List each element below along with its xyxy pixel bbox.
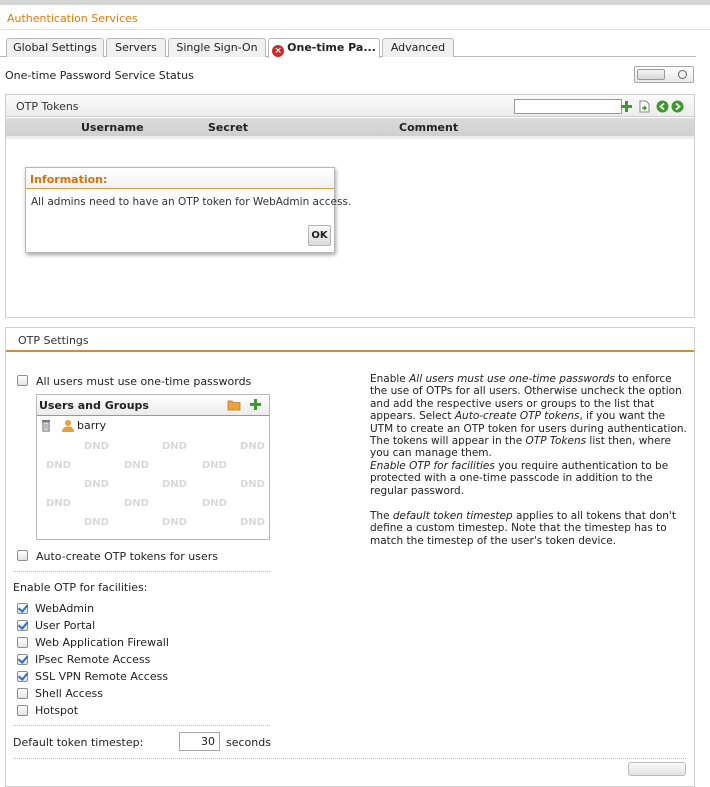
facility-checkbox[interactable] [17,671,28,682]
dnd-watermark: DND [46,460,71,471]
dialog-title: Information: [30,173,108,186]
otp-tokens-search-input[interactable] [514,99,622,114]
help-text-run: Enable OTP for facilities [370,460,495,472]
help-text-run: list then, where you can manage them. [370,435,671,460]
facility-label: WebAdmin [35,602,95,615]
facility-label: Web Application Firewall [35,636,169,649]
dnd-watermark: DND [240,479,265,490]
help-text-run: The [370,510,393,522]
tab-servers[interactable] [106,38,166,57]
facility-checkbox[interactable] [17,603,28,614]
help-paragraph-timestep [370,510,688,547]
tab-label: Servers [115,41,157,54]
dialog-message: All admins need to have an OTP token for WebAdmin access. [31,196,352,208]
trash-icon[interactable] [41,419,51,432]
tab-advanced[interactable] [382,38,454,57]
help-paragraph-facilities [370,460,688,497]
prev-icon[interactable] [656,100,669,113]
help-text-run: Enable [370,373,410,385]
power-off-icon [678,70,687,79]
dnd-watermark: DND [162,479,187,490]
app-title: Authentication Services [7,12,138,25]
all-users-checkbox[interactable] [17,375,28,386]
tab-label: One-time Pa... [287,41,376,54]
facility-checkbox[interactable] [17,637,28,648]
auto-create-checkbox[interactable] [17,550,28,561]
tab-label: Advanced [390,41,446,54]
facility-checkbox[interactable] [17,620,28,631]
otp-tokens-header [6,95,694,117]
facility-label: SSL VPN Remote Access [35,670,169,683]
dnd-watermark: DND [240,517,265,528]
column-secret[interactable]: Secret [208,121,249,134]
tab-one-time-passwords[interactable] [268,38,380,58]
facilities-label: Enable OTP for facilities: [13,581,148,594]
toggle-knob [637,69,665,80]
add-icon[interactable] [620,100,633,113]
help-text-run: to enforce the use of OTPs for all users. Otherwise uncheck the option and add the respective users or groups to the list that appears. Select [370,373,682,423]
user-icon [61,419,75,432]
users-groups-title: Users and Groups [39,399,149,412]
dialog-header [26,168,334,189]
help-text-run: you require authentication to be protected with a one-time passcode in addition to the regular password. [370,460,669,497]
dnd-watermark: DND [84,441,109,452]
tab-global-settings[interactable] [6,38,104,57]
information-dialog [25,167,352,253]
timestep-unit: seconds [226,736,271,749]
dnd-watermark: DND [162,441,187,452]
tab-label: Global Settings [13,41,97,54]
divider [13,758,686,759]
title-divider [0,29,710,30]
facility-label: User Portal [35,619,96,632]
otp-tokens-title: OTP Tokens [16,100,79,113]
apply-button[interactable] [628,762,686,776]
help-text-run: default token timestep [392,510,513,522]
otp-tokens-column-header [6,118,694,136]
ok-button[interactable]: OK [308,225,331,246]
otp-settings-header [6,328,694,352]
column-comment[interactable]: Comment [399,121,459,134]
timestep-label: Default token timestep: [13,736,144,749]
help-text-run: Auto-create OTP tokens [454,410,580,423]
top-border [0,0,710,5]
facility-checkbox[interactable] [17,688,28,699]
list-item[interactable] [39,419,239,433]
help-text-run: All users must use one-time passwords [409,373,615,385]
otp-settings-title: OTP Settings [18,334,89,347]
facility-label: Hotspot [35,704,79,717]
divider [13,571,270,572]
column-username[interactable]: Username [81,121,144,134]
dnd-watermark: DND [46,498,71,509]
tab-single-sign-on[interactable] [168,38,266,57]
dnd-watermark: DND [124,498,149,509]
dnd-watermark: DND [162,517,187,528]
facility-checkbox[interactable] [17,705,28,716]
dnd-watermark: DND [202,460,227,471]
facility-label: IPsec Remote Access [35,653,151,666]
add-icon[interactable] [249,398,262,411]
service-status-toggle[interactable] [634,66,694,83]
users-groups-box [36,394,270,540]
dnd-watermark: DND [240,441,265,452]
next-icon[interactable] [671,100,684,113]
dnd-watermark: DND [84,517,109,528]
dnd-watermark: DND [84,479,109,490]
facility-checkbox[interactable] [17,654,28,665]
help-text-run: applies to all tokens that don't define a custom timestep. Note that the timestep has to match the timestep of the user's token device. [370,510,676,547]
folder-icon[interactable] [227,399,241,411]
timestep-input[interactable]: 30 [179,732,220,751]
help-text-run: , if you want the UTM to create an OTP token for users during authentication. The tokens will appear in the [370,410,687,448]
facility-label: Shell Access [35,687,103,700]
service-status-label: One-time Password Service Status [5,69,194,82]
import-icon[interactable] [638,100,651,113]
user-name: barry [77,419,107,432]
all-users-label: All users must use one-time passwords [36,375,252,388]
tab-label: Single Sign-On [176,41,258,54]
dnd-watermark: DND [202,498,227,509]
help-text-run: OTP Tokens [525,435,587,448]
help-paragraph-all-users [370,373,688,460]
tab-bar [0,36,710,58]
dnd-watermark: DND [124,460,149,471]
auto-create-label: Auto-create OTP tokens for users [36,550,218,563]
error-icon: × [272,45,284,57]
divider [13,725,270,726]
otp-tokens-grid [6,136,694,139]
users-groups-header [37,395,269,416]
